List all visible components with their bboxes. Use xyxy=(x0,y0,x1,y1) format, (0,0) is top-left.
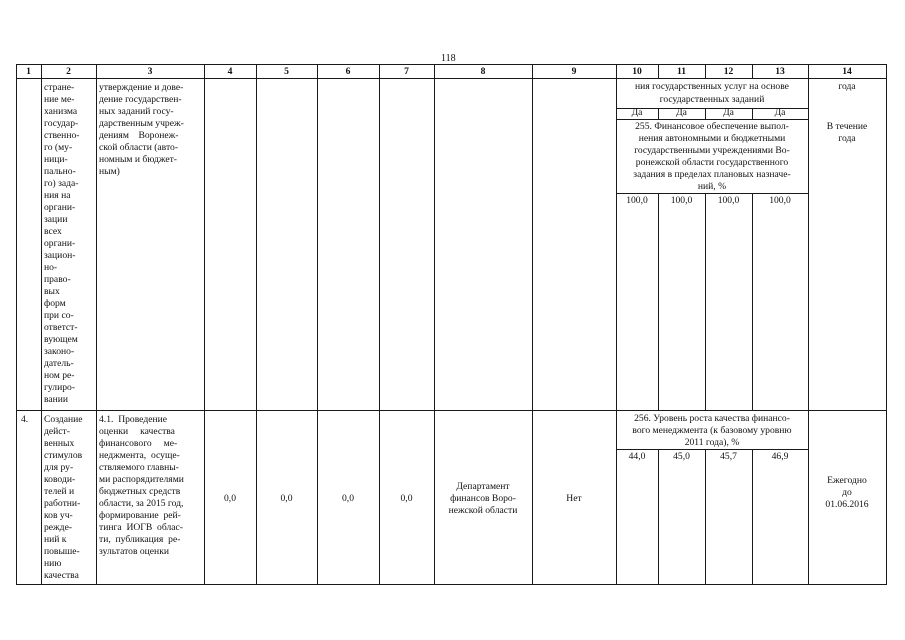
page-number: 118 xyxy=(441,53,456,64)
row4-executor: Департамент финансов Воро- нежской области xyxy=(448,481,518,516)
row4-col3-text: 4.1. Проведение оценки качества финансового ме- неджмента, осуще- ствляемого главны- ми распорядителями бюджетных средств области, за 2015 год, формирование рей- тинга ИОГВ облас- ти, публикация ре- зультатов оценки xyxy=(99,414,184,557)
row4-col9-value: Нет xyxy=(566,493,582,504)
col-header-11: 11 xyxy=(676,66,687,77)
col-header-6: 6 xyxy=(345,66,351,77)
row3-yes-10: Да xyxy=(631,107,643,118)
col-header-12: 12 xyxy=(723,66,734,77)
col-header-8: 8 xyxy=(480,66,486,77)
row3-col14-deadline: В течение года xyxy=(826,121,868,144)
row3-col3-text: утверждение и дове- дение государствен- ных заданий госу- дарственным учреж- дениям Воронеж- ской области (авто- номным и бюджет- ным) xyxy=(99,82,184,177)
indicator-256: 256. Уровень роста качества финансо- вого менеджмента (к базовому уровню 2011 года), % xyxy=(632,413,792,448)
row4-col4-value: 0,0 xyxy=(224,493,236,504)
row4-col14-deadline: Ежегодно до 01.06.2016 xyxy=(825,475,869,510)
row4-col7-value: 0,0 xyxy=(400,493,413,504)
indicator-256-value-11: 45,0 xyxy=(673,451,690,462)
col-header-7: 7 xyxy=(404,66,409,77)
col-header-2: 2 xyxy=(66,66,71,77)
row3-indicator-prev-line1: ния государственных услуг на основе xyxy=(635,81,789,92)
indicator-256-value-13: 46,9 xyxy=(771,451,789,462)
col-header-14: 14 xyxy=(842,66,852,77)
row3-yes-11: Да xyxy=(676,107,687,118)
row4-col5-value: 0,0 xyxy=(280,493,293,504)
row3-col14-top: года xyxy=(838,81,856,92)
col-header-4: 4 xyxy=(227,66,233,77)
col-header-10: 10 xyxy=(632,66,642,77)
row4-number: 4. xyxy=(21,414,29,425)
col-header-1: 1 xyxy=(26,66,31,77)
col-header-5: 5 xyxy=(284,66,289,77)
indicator-255-value-13: 100,0 xyxy=(769,195,791,206)
indicator-255-value-12: 100,0 xyxy=(717,195,740,206)
row4-col2-text: Создание дейст- венных стимулов для ру- ководи- телей и работни- ков уч- режде- ний к повыше- нию качества xyxy=(44,414,83,581)
indicator-256-value-12: 45,7 xyxy=(720,451,737,462)
col-header-3: 3 xyxy=(147,66,153,77)
indicator-255-value-11: 100,0 xyxy=(670,195,693,206)
row3-yes-12: Да xyxy=(723,107,734,118)
row3-yes-13: Да xyxy=(774,107,786,118)
col-header-9: 9 xyxy=(571,66,577,77)
indicator-255-value-10: 100,0 xyxy=(626,195,648,206)
row3-indicator-prev-line2: государственных заданий xyxy=(659,94,765,105)
row3-col2-text: стране- ние ме- ханизма государ- ственно- го (му- ници- пально- го) зада- ния на органи- зации всех органи- зацион- но- право- вых форм при со- ответст- вующем законо- датель- ном ре- гулиро- вании xyxy=(44,82,80,405)
row4-col6-value: 0,0 xyxy=(342,493,354,504)
indicator-255: 255. Финансовое обеспечение выпол- нения автономными и бюджетными государственными учреждениями Во- ронежской области государственного задания в пределах плановых назначе- ний, % xyxy=(633,121,791,192)
col-header-13: 13 xyxy=(775,66,785,77)
indicator-256-value-10: 44,0 xyxy=(628,451,646,462)
